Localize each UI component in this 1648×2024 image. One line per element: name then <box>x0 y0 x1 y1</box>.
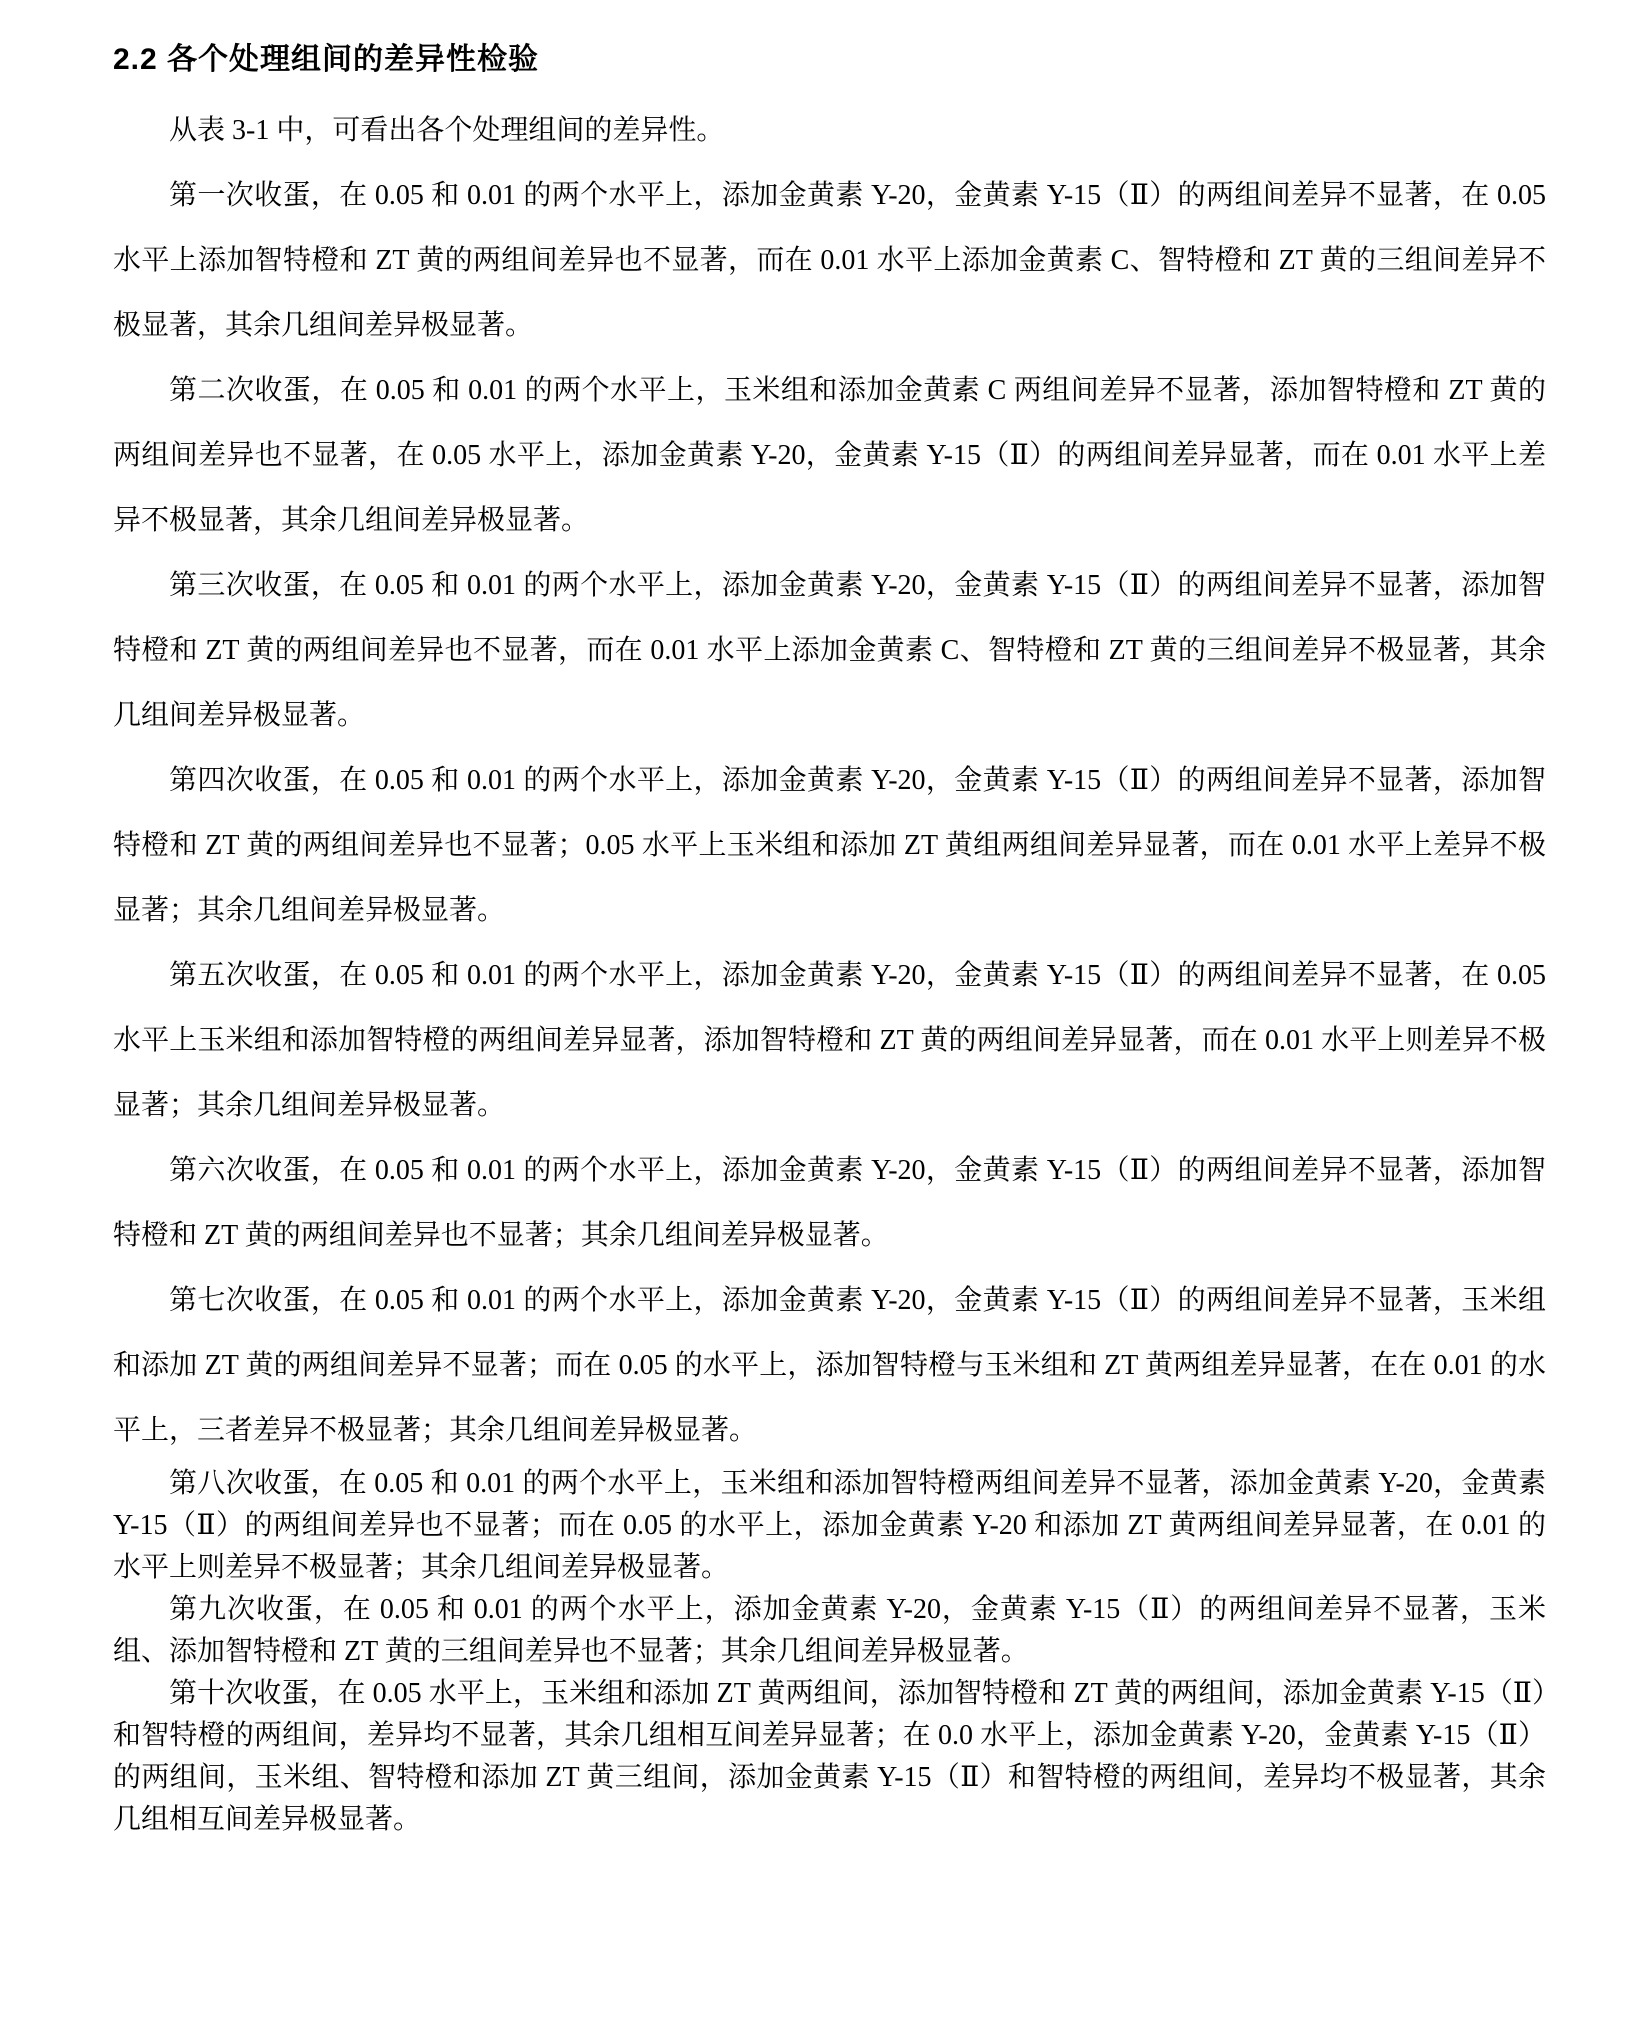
section-heading: 2.2 各个处理组间的差异性检验 <box>113 43 540 76</box>
paragraph-collection-9: 第九次收蛋，在 0.05 和 0.01 的两个水平上，添加金黄素 Y-20，金黄素 Y-15（Ⅱ）的两组间差异不显著，玉米组、添加智特橙和 ZT 黄的三组间差异也不显著；其余几组间差异极显著。 <box>113 1594 1546 1667</box>
paragraph-collection-6: 第六次收蛋，在 0.05 和 0.01 的两个水平上，添加金黄素 Y-20，金黄素 Y-15（Ⅱ）的两组间差异不显著，添加智特橙和 ZT 黄的两组间差异也不显著；其余几组间差异极显著。 <box>113 1155 1546 1251</box>
paragraph-collection-8: 第八次收蛋，在 0.05 和 0.01 的两个水平上，玉米组和添加智特橙两组间差异不显著，添加金黄素 Y-20，金黄素 Y-15（Ⅱ）的两组间差异也不显著；而在 0.05 的水平上，添加金黄素 Y-20 和添加 ZT 黄两组间差异显著，在 0.01 的水平上则差异不极显著；其余几组间差异极显著。 <box>113 1468 1546 1583</box>
paragraph-collection-5: 第五次收蛋，在 0.05 和 0.01 的两个水平上，添加金黄素 Y-20，金黄素 Y-15（Ⅱ）的两组间差异不显著，在 0.05 水平上玉米组和添加智特橙的两组间差异显著，添加智特橙和 ZT 黄的两组间差异显著，而在 0.01 水平上则差异不极显著；其余几组间差异极显著。 <box>113 960 1546 1121</box>
paragraph-collection-3: 第三次收蛋，在 0.05 和 0.01 的两个水平上，添加金黄素 Y-20，金黄素 Y-15（Ⅱ）的两组间差异不显著，添加智特橙和 ZT 黄的两组间差异也不显著，而在 0.01 水平上添加金黄素 C、智特橙和 ZT 黄的三组间差异不极显著，其余几组间差异极显著。 <box>113 570 1546 731</box>
paragraph-collection-10: 第十次收蛋，在 0.05 水平上，玉米组和添加 ZT 黄两组间，添加智特橙和 ZT 黄的两组间，添加金黄素 Y-15（Ⅱ）和智特橙的两组间，差异均不显著，其余几组相互间差异显著；在 0.0 水平上，添加金黄素 Y-20，金黄素 Y-15（Ⅱ）的两组间，玉米组、智特橙和添加 ZT 黄三组间，添加金黄素 Y-15（Ⅱ）和智特橙的两组间，差异均不极显著，其余几组相互间差异极显著。 <box>113 1678 1546 1835</box>
paragraph-collection-7: 第七次收蛋，在 0.05 和 0.01 的两个水平上，添加金黄素 Y-20，金黄素 Y-15（Ⅱ）的两组间差异不显著，玉米组和添加 ZT 黄的两组间差异不显著；而在 0.05 的水平上，添加智特橙与玉米组和 ZT 黄两组差异显著，在在 0.01 的水平上，三者差异不极显著；其余几组间差异极显著。 <box>113 1285 1546 1446</box>
paragraph-intro: 从表 3-1 中，可看出各个处理组间的差异性。 <box>169 115 725 146</box>
paragraph-collection-4: 第四次收蛋，在 0.05 和 0.01 的两个水平上，添加金黄素 Y-20，金黄素 Y-15（Ⅱ）的两组间差异不显著，添加智特橙和 ZT 黄的两组间差异也不显著；0.05 水平上玉米组和添加 ZT 黄组两组间差异显著，而在 0.01 水平上差异不极显著；其余几组间差异极显著。 <box>113 765 1546 926</box>
paragraph-collection-1: 第一次收蛋，在 0.05 和 0.01 的两个水平上，添加金黄素 Y-20，金黄素 Y-15（Ⅱ）的两组间差异不显著，在 0.05 水平上添加智特橙和 ZT 黄的两组间差异也不显著，而在 0.01 水平上添加金黄素 C、智特橙和 ZT 黄的三组间差异不极显著，其余几组间差异极显著。 <box>113 180 1546 341</box>
paragraph-collection-2: 第二次收蛋，在 0.05 和 0.01 的两个水平上，玉米组和添加金黄素 C 两组间差异不显著，添加智特橙和 ZT 黄的两组间差异也不显著，在 0.05 水平上，添加金黄素 Y-20，金黄素 Y-15（Ⅱ）的两组间差异显著，而在 0.01 水平上差异不极显著，其余几组间差异极显著。 <box>113 375 1546 536</box>
